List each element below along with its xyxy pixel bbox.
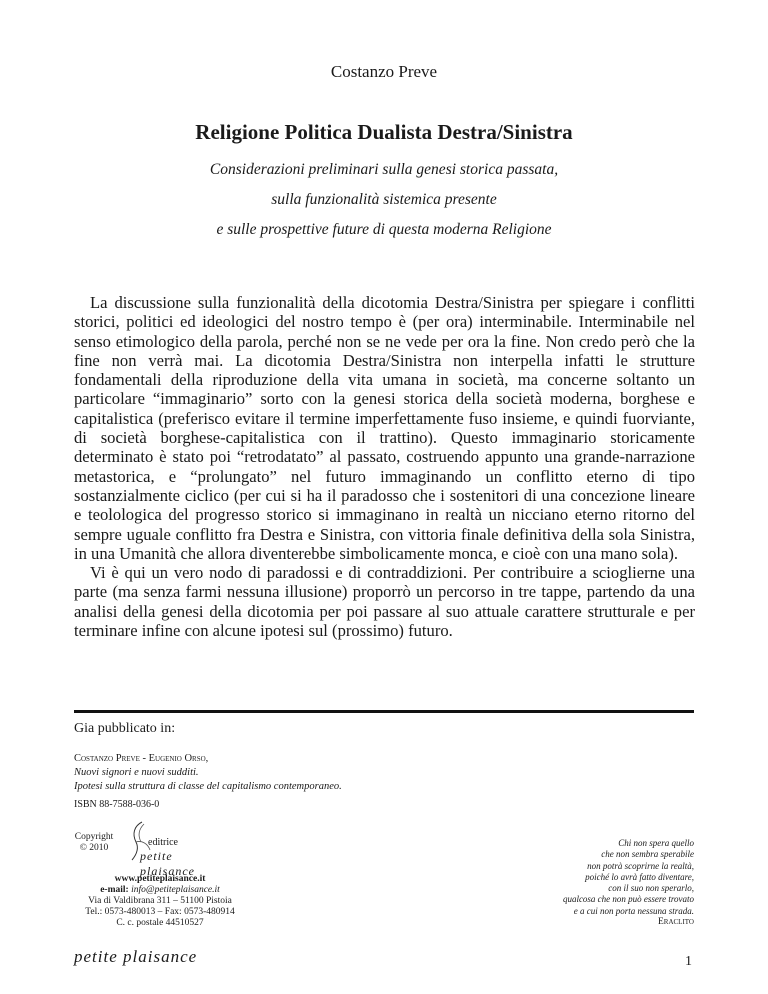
quote-line: non potrà scoprirne la realtà, — [587, 860, 694, 871]
article-title: Religione Politica Dualista Destra/Sinistra — [195, 120, 573, 144]
quote-line: con il suo non sperarlo, — [608, 883, 694, 894]
logo-brand: petite plaisance — [140, 849, 195, 878]
publisher-info — [70, 874, 250, 929]
publisher-logo — [120, 820, 230, 878]
publisher-website[interactable]: www.petiteplaisance.it — [114, 874, 206, 884]
publication-title: Nuovi signori e nuovi sudditi. — [74, 767, 199, 778]
publisher-address: Via di Valdibrana 311 – 51100 Pistoia — [88, 896, 232, 906]
paragraph: La discussione sulla funzionalità della dicotomia Destra/Sinistra per spiegare i conflitti storici, politici ed ideologici del nostro tempo è (per ora) interminabile. Interminabile nel senso etimologico della parola, perché non se ne vede per ora la fine. Non credo però che la fine non verrà mai. La dicotomia Destra/Sinistra non interpella infatti le strutture fondamentali della riproduzione della vita umana in società, ma concerne soltanto un particolare “immaginario” sorto con la genesi storica della società moderna, borghese e capitalistica (preferisco evitare il termine imperfettamente fuso insieme, e quindi fuorviante, di società borghese-capitalistica con il trattino). Questo immaginario storicamente determinato è stato poi “retrodatato” al passato, costruendo appunto una grande-narrazione metastorica, e “prolungato” nel futuro immaginando un conflitto eterno di tipo sostanzialmente ciclico (per cui si ha il paradosso che i sostenitori di una concezione lineare e teolologica del progresso storico si immaginano in realtà un nicciano eterno ritorno del sempre uguale conflitto fra Destra e Sinistra, con vittoria finale definitiva della sola Sinistra, in una Umanità che allora diventerebbe simbolicamente monca, e cioè con una mano sola). — [74, 293, 695, 563]
divider — [74, 710, 694, 713]
author-name: Costanzo Preve — [330, 62, 438, 81]
page-number: 1 — [685, 954, 692, 969]
email-label: e-mail: — [100, 885, 129, 895]
publication-authors: Costanzo Preve - Eugenio Orso, — [74, 753, 209, 764]
publication-subtitle: Ipotesi sulla struttura di classe del capitalismo contemporaneo. — [74, 781, 342, 792]
publisher-email-line — [70, 885, 250, 896]
quote-line: Chi non spera quello — [618, 838, 694, 848]
article-subtitle — [0, 155, 768, 245]
publisher-phone: Tel.: 0573-480013 – Fax: 0573-480914 — [85, 907, 235, 917]
copyright-year: © 2010 — [79, 843, 109, 853]
quote-attribution: Eraclito — [657, 917, 694, 928]
quote-line: poiché lo avrà fatto diventare, — [585, 871, 694, 882]
quote-line: qualcosa che non può essere trovato — [562, 894, 694, 905]
quote-line: e a cui non porta nessuna strada. — [573, 905, 694, 916]
copyright-label: Copyright — [74, 832, 114, 842]
quote-line: che non sembra sperabile — [601, 849, 694, 860]
paragraph: Vi è qui un vero nodo di paradossi e di contraddizioni. Per contribuire a scioglierne una parte (ma senza farmi nessuna illusione) proporrò un percorso in tre tappe, partendo da una analisi della genesi della dicotomia per poi passare al suo attuale carattere strutturale e per terminare infine con alcune ipotesi sul (prossimo) futuro. — [74, 563, 695, 641]
subtitle-line: e sulle prospettive future di questa moderna Religione — [216, 221, 552, 238]
copyright-notice — [74, 832, 114, 854]
footer-brand: petite plaisance — [74, 947, 198, 966]
body-text — [74, 293, 695, 640]
logo-editrice: editrice — [148, 837, 178, 848]
previously-heading: Gia pubblicato in: — [74, 721, 176, 736]
epigraph — [434, 838, 694, 928]
publisher-email[interactable]: info@petiteplaisance.it — [131, 885, 220, 895]
subtitle-line: Considerazioni preliminari sulla genesi storica passata, — [209, 161, 559, 178]
subtitle-line: sulla funzionalità sistemica presente — [271, 191, 497, 208]
isbn: ISBN 88-7588-036-0 — [74, 799, 160, 810]
previous-publication — [74, 752, 342, 794]
publisher-postal: C. c. postale 44510527 — [116, 918, 204, 928]
